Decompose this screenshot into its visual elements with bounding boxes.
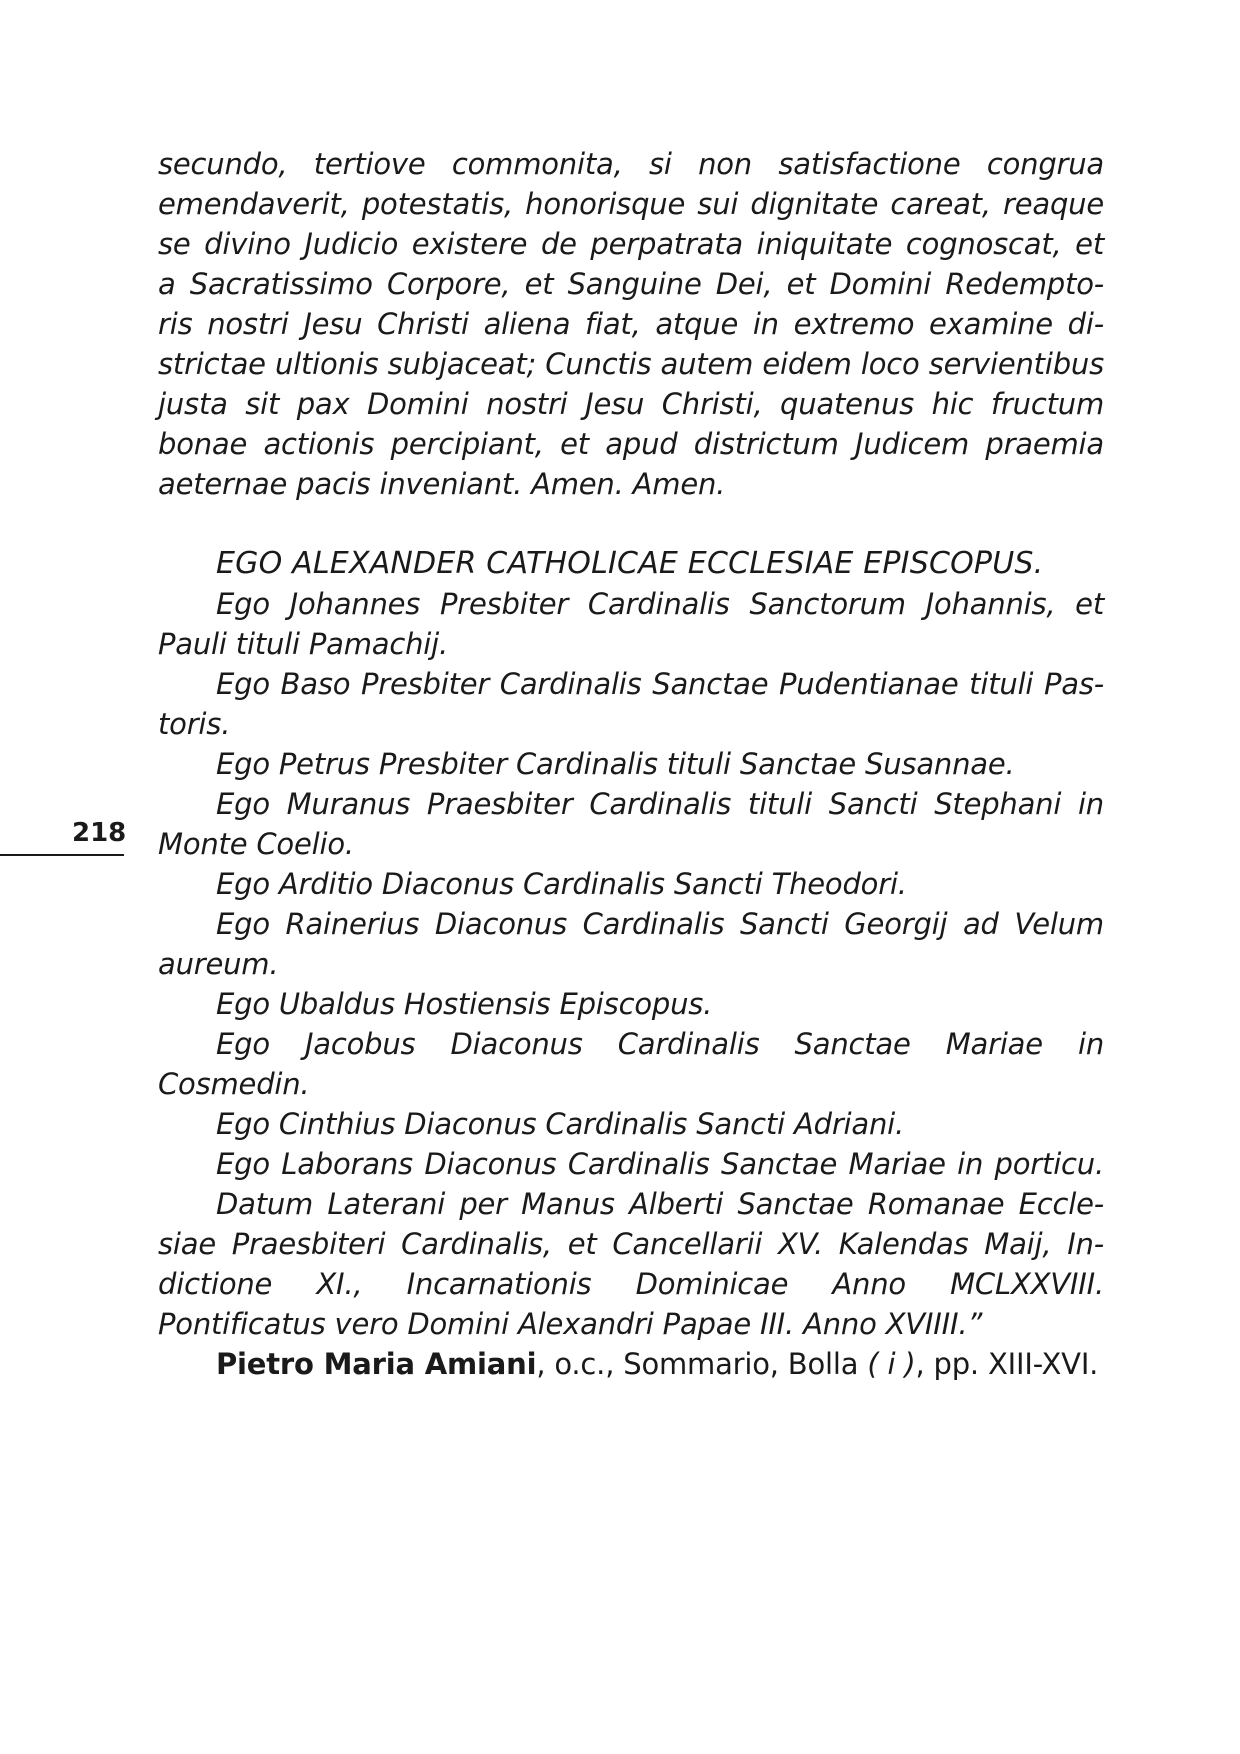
signature-line: Ego Cinthius Diaconus Cardinalis Sancti Adriani. — [216, 1107, 905, 1141]
signature-line: Ego Laborans Diaconus Cardinalis Sanctae Mariae in porticu. — [216, 1147, 1104, 1181]
citation-pages: , pp. XIII-XVI. — [915, 1347, 1099, 1381]
page-number: 218 — [72, 818, 127, 848]
signature-line: Ego Arditio Diaconus Cardinalis Sancti Theodori. — [216, 867, 907, 901]
signature-line: toris. — [158, 707, 231, 741]
signature-heading: EGO ALEXANDER CATHOLICAE ECCLESIAE EPISCOPUS. — [216, 546, 1044, 581]
text-line: ris nostri Jesu Christi aliena fiat, atque in extremo examine di- — [158, 307, 1104, 341]
signature-line: aureum. — [158, 947, 279, 981]
page-number-rule — [0, 854, 124, 856]
signature-line: Monte Coelio. — [158, 827, 354, 861]
text-line: strictae ultionis subjaceat; Cunctis autem eidem loco servientibus — [158, 347, 1104, 381]
text-line: emendaverit, potestatis, honorisque sui dignitate careat, reaque — [158, 187, 1104, 221]
signature-line: Ego Petrus Presbiter Cardinalis tituli Sanctae Susannae. — [216, 747, 1015, 781]
signature-line: Ego Muranus Praesbiter Cardinalis tituli Sancti Stephani in — [216, 787, 1104, 821]
signature-line: Ego Jacobus Diaconus Cardinalis Sanctae Mariae in — [216, 1027, 1104, 1061]
citation-author: Pietro Maria Amiani — [216, 1347, 537, 1381]
signature-line: Ego Baso Presbiter Cardinalis Sanctae Pudentianae tituli Pas- — [216, 667, 1104, 701]
text-line: justa sit pax Domini nostri Jesu Christi, quatenus hic fructum — [158, 387, 1104, 421]
text-line: a Sacratissimo Corpore, et Sanguine Dei, et Domini Redempto- — [158, 267, 1104, 301]
signature-line: Cosmedin. — [158, 1067, 310, 1101]
signature-line: Ego Johannes Presbiter Cardinalis Sanctorum Johannis, et — [216, 587, 1104, 621]
dating-line: siae Praesbiteri Cardinalis, et Cancellarii XV. Kalendas Maij, In- — [158, 1227, 1104, 1261]
text-line: aeternae pacis inveniant. Amen. Amen. — [158, 467, 726, 501]
citation-text: , o.c., Sommario, Bolla — [536, 1347, 868, 1381]
text-line: secundo, tertiove commonita, si non satisfactione congrua — [158, 147, 1104, 181]
source-citation — [216, 1344, 1104, 1384]
signature-line: Ego Rainerius Diaconus Cardinalis Sancti Georgij ad Velum — [216, 907, 1104, 941]
signature-line: Ego Ubaldus Hostiensis Episcopus. — [216, 987, 713, 1021]
dating-line: Datum Laterani per Manus Alberti Sanctae Romanae Eccle- — [216, 1187, 1104, 1221]
signature-line: Pauli tituli Pamachij. — [158, 627, 449, 661]
dating-line: dictione XI., Incarnationis Dominicae Anno MCLXXVIII. — [158, 1267, 1104, 1301]
citation-italic: ( i ) — [867, 1347, 916, 1381]
text-line: se divino Judicio existere de perpatrata iniquitate cognoscat, et — [158, 227, 1104, 261]
dating-line: Pontificatus vero Domini Alexandri Papae III. Anno XVIIII.” — [158, 1307, 983, 1341]
text-line: bonae actionis percipiant, et apud districtum Judicem praemia — [158, 427, 1104, 461]
